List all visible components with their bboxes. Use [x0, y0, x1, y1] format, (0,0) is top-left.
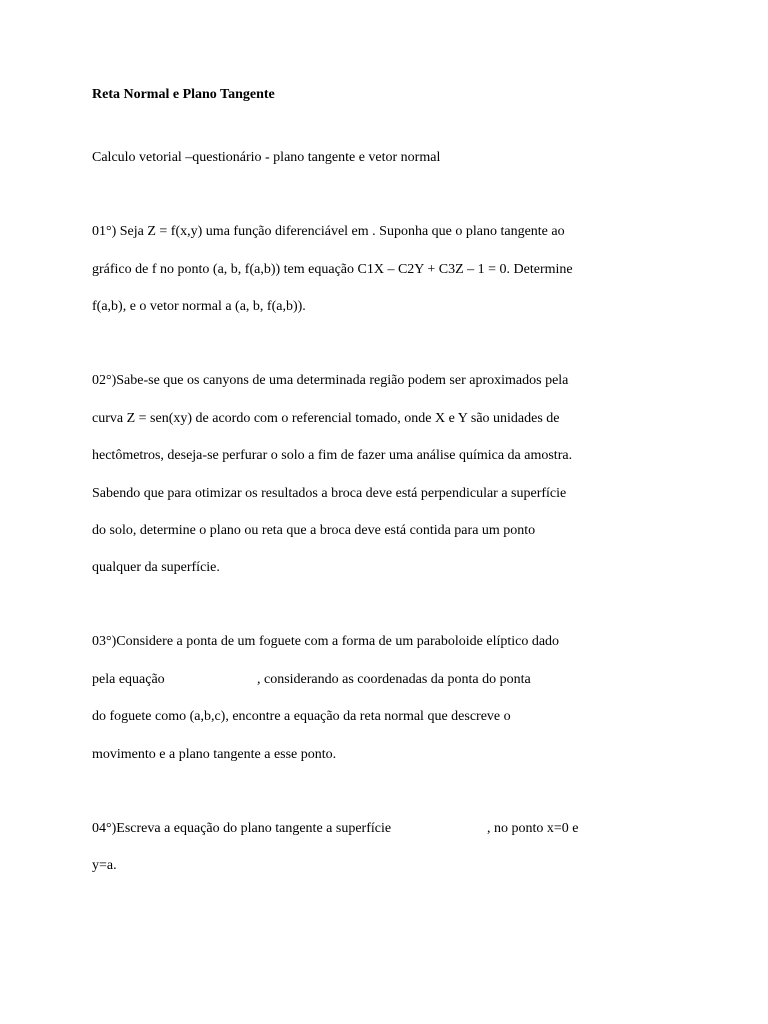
- document-subtitle: Calculo vetorial –questionário - plano tangente e vetor normal: [92, 150, 441, 165]
- q4-line-1a: 04°)Escreva a equação do plano tangente a superfície: [92, 821, 392, 836]
- q4-line-2: y=a.: [92, 858, 117, 873]
- q1-line-3: f(a,b), e o vetor normal a (a, b, f(a,b)).: [92, 299, 306, 314]
- q1-line-2: gráfico de f no ponto (a, b, f(a,b)) tem equação C1X – C2Y + C3Z – 1 = 0. Determine: [92, 262, 573, 277]
- q3-line-2a: pela equação: [92, 672, 165, 687]
- document-title: Reta Normal e Plano Tangente: [92, 87, 275, 102]
- q2-line-6: qualquer da superfície.: [92, 560, 220, 575]
- q1-line-1: 01°) Seja Z = f(x,y) uma função diferenciável em . Suponha que o plano tangente ao: [92, 224, 565, 239]
- q3-line-3: do foguete como (a,b,c), encontre a equação da reta normal que descreve o: [92, 709, 511, 724]
- q4-line-1b: , no ponto x=0 e: [487, 821, 579, 836]
- q2-line-3: hectômetros, deseja-se perfurar o solo a fim de fazer uma análise química da amostra.: [92, 448, 573, 463]
- q2-line-4: Sabendo que para otimizar os resultados a broca deve está perpendicular a superfície: [92, 486, 567, 501]
- q2-line-1: 02°)Sabe-se que os canyons de uma determinada região podem ser aproximados pela: [92, 373, 569, 388]
- q2-line-2: curva Z = sen(xy) de acordo com o referencial tomado, onde X e Y são unidades de: [92, 411, 560, 426]
- q3-line-2b: , considerando as coordenadas da ponta do ponta: [257, 672, 531, 687]
- q3-line-1: 03°)Considere a ponta de um foguete com a forma de um paraboloide elíptico dado: [92, 634, 560, 649]
- q3-line-4: movimento e a plano tangente a esse ponto.: [92, 747, 337, 762]
- q2-line-5: do solo, determine o plano ou reta que a broca deve está contida para um ponto: [92, 523, 536, 538]
